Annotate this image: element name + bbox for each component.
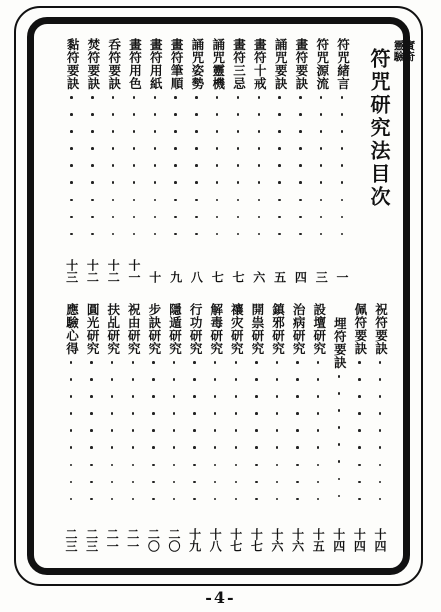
leader-dots xyxy=(236,96,240,250)
toc-entry-page: 十二 xyxy=(106,259,121,283)
toc-entry-page: 十 xyxy=(147,271,162,283)
toc-entry-label: 誦咒靈機 xyxy=(210,38,226,90)
leader-dots xyxy=(278,96,282,250)
leader-dots xyxy=(234,361,238,515)
toc-entry-page: 十一 xyxy=(127,259,141,283)
toc-entry-page: 三 xyxy=(314,271,329,283)
toc-entry-label: 治病研究 xyxy=(291,303,307,355)
toc-entry-page: 七 xyxy=(210,271,225,283)
leader-dots xyxy=(337,375,341,512)
toc-entry-label: 畫符用色 xyxy=(127,38,143,90)
page-number: -4- xyxy=(205,588,236,607)
toc-entry-page: 四 xyxy=(293,271,308,283)
toc-entry-page: 十四 xyxy=(331,528,346,552)
toc-entry-label: 誦咒要訣 xyxy=(273,38,289,90)
toc-entry-label: 佩符要訣 xyxy=(352,303,368,355)
leader-dots xyxy=(298,96,302,250)
toc-entry-label: 祝由研究 xyxy=(126,303,142,355)
leader-dots xyxy=(215,96,219,250)
leader-dots xyxy=(193,361,197,515)
toc-entry-label: 畫符用紙 xyxy=(148,38,164,90)
toc-entry-page: 九 xyxy=(168,271,183,283)
toc-entry-label: 禳灾研究 xyxy=(229,303,245,355)
toc-entry-page: 二三 xyxy=(64,528,78,552)
leader-dots xyxy=(172,361,176,515)
toc-entry-page: 十六 xyxy=(270,528,284,552)
toc-entry-page: 十五 xyxy=(311,528,326,552)
toc-entry-label: 畫符三忌 xyxy=(231,38,247,90)
leader-dots xyxy=(340,96,344,250)
leader-dots xyxy=(151,361,155,515)
leader-dots xyxy=(70,96,74,250)
leader-dots xyxy=(257,96,261,250)
toc-entry-page: 五 xyxy=(272,271,287,283)
leader-dots xyxy=(111,96,115,250)
page-title: 符咒研究法目次 xyxy=(367,48,391,209)
toc-entry-page: 七 xyxy=(231,271,245,283)
leader-dots xyxy=(131,361,135,515)
toc-entry-page: 六 xyxy=(251,271,266,283)
leader-dots xyxy=(69,361,73,515)
toc-entry-label: 符咒緒言 xyxy=(335,38,351,90)
toc-entry-label: 開祟研究 xyxy=(249,303,265,355)
subtitle-right: 實奇 xyxy=(403,40,416,62)
toc-entry-label: 隱遁研究 xyxy=(167,303,183,355)
leader-dots xyxy=(319,96,323,250)
toc-entry-page: 十二 xyxy=(85,259,100,283)
toc-entry-label: 解毒研究 xyxy=(208,303,224,355)
toc-entry-page: 八 xyxy=(189,271,204,283)
toc-entry-label: 應驗心得 xyxy=(64,303,80,355)
toc-entry-page: 十七 xyxy=(249,528,264,552)
toc-entry-label: 誦咒姿勢 xyxy=(189,38,205,90)
leader-dots xyxy=(153,96,157,250)
toc-entry-label: 祝符要訣 xyxy=(373,303,389,355)
toc-entry-label: 埋符要訣 xyxy=(332,317,348,369)
toc-entry-page: 二三 xyxy=(84,528,99,552)
leader-dots xyxy=(90,96,94,250)
toc-entry-label: 畫符要訣 xyxy=(293,38,309,90)
toc-entry-page: 二〇 xyxy=(146,528,161,552)
toc-entry-page: 十七 xyxy=(228,528,243,552)
toc-entry-label: 焚符要訣 xyxy=(85,38,101,90)
leader-dots xyxy=(357,361,361,515)
toc-entry-label: 黏符要訣 xyxy=(65,38,81,90)
leader-dots xyxy=(254,361,258,515)
leader-dots xyxy=(296,361,300,515)
toc-entry-page: 十三 xyxy=(64,259,79,283)
leader-dots xyxy=(378,361,382,515)
toc-entry-page: 一 xyxy=(335,271,349,283)
toc-entry-page: 十六 xyxy=(290,528,305,552)
toc-entry-page: 二一 xyxy=(125,528,140,552)
leader-dots xyxy=(174,96,178,250)
toc-entry-label: 扶乩研究 xyxy=(105,303,121,355)
toc-entry-label: 畫符筆順 xyxy=(169,38,185,90)
toc-entry-page: 二〇 xyxy=(167,528,181,552)
toc-entry-label: 呑符要訣 xyxy=(106,38,122,90)
leader-dots xyxy=(194,96,198,250)
leader-dots xyxy=(110,361,114,515)
leader-dots xyxy=(132,96,136,250)
toc-entry-label: 行功研究 xyxy=(188,303,204,355)
toc-entry-label: 鎮邪研究 xyxy=(270,303,286,355)
toc-entry-label: 符咒源流 xyxy=(314,38,330,90)
leader-dots xyxy=(213,361,217,515)
leader-dots xyxy=(90,361,94,515)
toc-entry-label: 圓光研究 xyxy=(85,303,101,355)
toc-entry-page: 十九 xyxy=(187,528,202,552)
toc-entry-page: 二一 xyxy=(105,528,120,552)
toc-entry-label: 設壇研究 xyxy=(311,303,327,355)
subtitle-left: 靈驗 xyxy=(392,40,405,62)
toc-entry-page: 十八 xyxy=(208,528,223,552)
toc-entry-label: 畫符十戒 xyxy=(252,38,268,90)
leader-dots xyxy=(316,361,320,515)
toc-entry-page: 十四 xyxy=(373,528,387,552)
toc-entry-page: 十四 xyxy=(352,528,367,552)
leader-dots xyxy=(275,361,279,515)
toc-entry-label: 步訣研究 xyxy=(146,303,162,355)
